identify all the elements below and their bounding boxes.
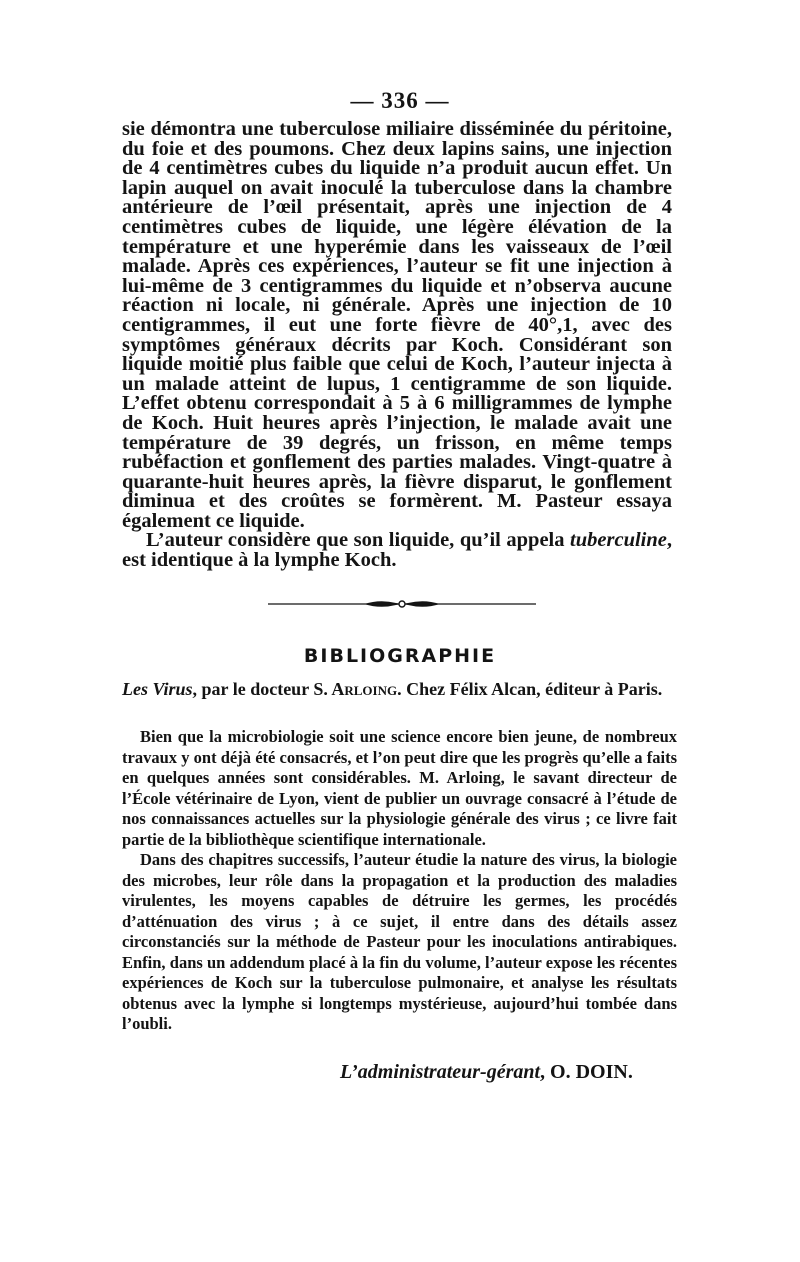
signature-name: , O. DOIN. [540, 1061, 633, 1083]
conclusion-text-end: , est identique à la lymphe Koch. [122, 529, 672, 572]
review-paragraph: Bien que la microbiologie soit une science encore bien jeune, de nombreux travaux y ont déjà été consacrés, et l’on peut dire que les progrès qu’elle a faits en quelques années sont considérables. M. Arloing, le savant directeur de l’École vétérinaire de Lyon, vient de publier un ouvrage consacré à l’étude de nos connaissances actuelles sur la physiologie générale des virus ; ce livre fait partie de la bibliothèque scientifique internationale. [122, 727, 677, 849]
reference-by: , par le docteur [192, 679, 314, 699]
book-review [122, 727, 677, 1035]
book-author: S. Arloing [313, 679, 398, 699]
article-body [122, 120, 672, 571]
book-title: Les Virus [122, 679, 193, 699]
conclusion-text-start: L’auteur considère que son liquide, qu’il appela [146, 529, 571, 552]
page-number: — 336 — [350, 88, 450, 113]
article-paragraph: sie démontra une tuberculose miliaire disséminée du péritoine, du foie et des poumons. Chez deux lapins sains, une injection de 4 centimètres cubes du liquide n’a produit aucun effet. Un lapin auquel on avait inoculé la tuberculose dans la chambre antérieure de l’œil présentait, après une injection de 4 centimètres cubes de liquide, une légère élévation de la température et une hyperémie dans les vaisseaux de l’œil malade. Après ces expériences, l’auteur se fit une injection à lui-même de 3 centigrammes du liquide et n’observa aucune réaction ni locale, ni générale. Après une injection de 10 centigrammes, il eut une forte fièvre de 40°,1, avec des symptômes généraux décrits par Koch. Considérant son liquide moitié plus faible que celui de Koch, l’auteur injecta à un malade atteint de lupus, 1 centigramme de son liquide. L’effet obtenu correspondait à 5 à 6 milligrammes de lymphe de Koch. Huit heures après l’injection, le malade avait une température de 39 degrés, un frisson, en même temps rubéfaction et gonflement des parties malades. Vingt-quatre à quarante-huit heures après, la fièvre disparut, le gonflement diminua et des croûtes se formèrent. M. Pasteur essaya également ce liquide. [122, 118, 672, 532]
article-paragraph-conclusion [122, 531, 672, 570]
review-paragraph: Dans des chapitres successifs, l’auteur étudie la nature des virus, la biologie des microbes, leur rôle dans la propagation et la production des maladies virulentes, les moyens capables de détruire les germes, les procédés d’atténuation des virus ; à ce sujet, il entre dans des détails assez circonstanciés sur la méthode de Pasteur pour les inoculations antirabiques. Enfin, dans un addendum placé à la fin du volume, l’auteur expose les récentes expériences de Koch sur la tuberculose pulmonaire, et analyse les résultats obtenus avec la lymphe si longtemps mystérieuse, aujourd’hui tombée dans l’oubli. [122, 850, 677, 1033]
signature-role: L’administrateur-gérant [340, 1061, 541, 1083]
ornamental-divider-icon [268, 598, 536, 610]
bibliography-heading: BIBLIOGRAPHIE [303, 645, 497, 667]
book-publisher: . Chez Félix Alcan, éditeur à Paris. [397, 679, 663, 699]
term-tuberculine: tuberculine [570, 529, 667, 552]
bibliography-reference [122, 679, 677, 699]
signature-line [340, 1061, 640, 1084]
